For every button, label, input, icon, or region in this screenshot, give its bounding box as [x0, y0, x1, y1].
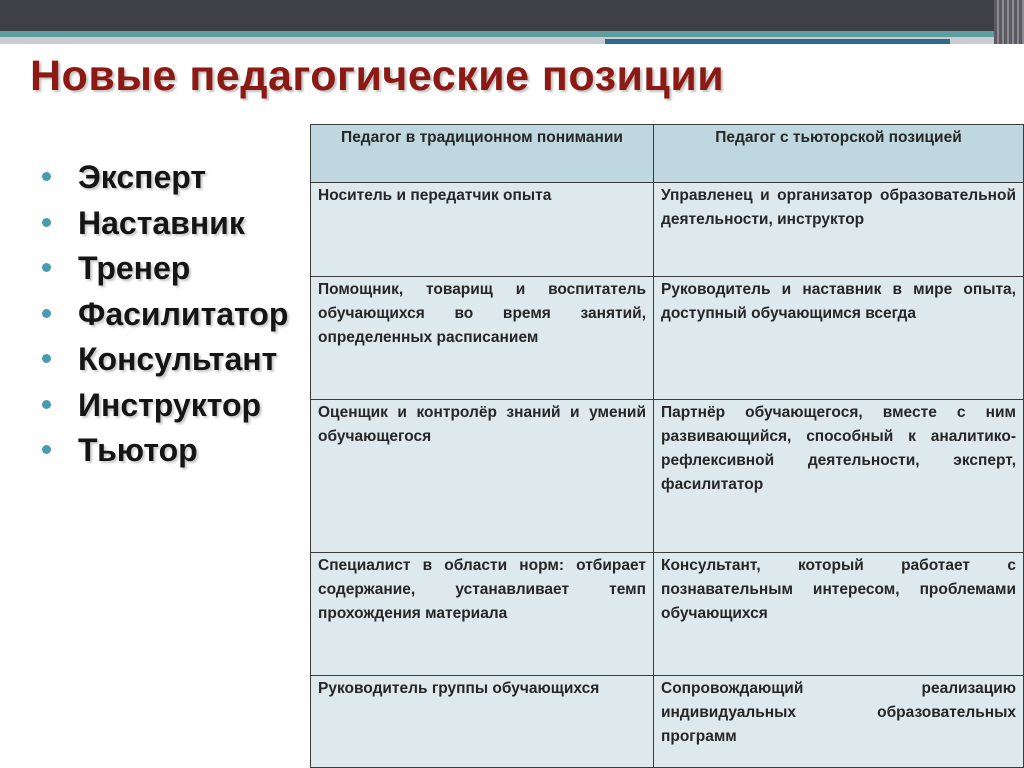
bullet-dot-icon [42, 309, 51, 318]
role-item [42, 429, 288, 475]
role-label: Эксперт [78, 159, 207, 195]
top-decorative-bar [0, 0, 1024, 44]
role-label: Консультант [78, 341, 278, 377]
cell-tutor: Партнёр обучающегося, вместе с ним развивающийся, способный к аналитико-рефлексивной деятельности, эксперт, фасилитатор [654, 400, 1024, 553]
cell-tutor: Сопровождающий реализацию индивидуальных образовательных программ [654, 676, 1024, 768]
table-row [311, 400, 1024, 553]
cell-traditional: Помощник, товарищ и воспитатель обучающихся во время занятий, определенных расписанием [311, 277, 654, 400]
bullet-dot-icon [42, 400, 51, 409]
role-item [42, 202, 288, 248]
bullet-dot-icon [42, 218, 51, 227]
role-label: Фасилитатор [78, 295, 289, 332]
role-item [42, 338, 288, 384]
role-label: Тьютор [78, 432, 198, 468]
cell-traditional: Руководитель группы обучающихся [311, 676, 654, 768]
bullet-dot-icon [42, 263, 51, 272]
cell-traditional: Специалист в области норм: отбирает содержание, устанавливает темп прохождения материала [311, 553, 654, 676]
cell-tutor: Консультант, который работает с познавательным интересом, проблемами обучающихся [654, 553, 1024, 676]
top-bar-accent-line [605, 39, 950, 44]
table-row [311, 277, 1024, 400]
table-row [311, 676, 1024, 768]
header-traditional: Педагог в традиционном понимании [311, 125, 654, 183]
cell-tutor: Руководитель и наставник в мире опыта, доступный обучающимся всегда [654, 277, 1024, 400]
table-row [311, 553, 1024, 676]
bullet-dot-icon [42, 354, 51, 363]
role-label: Тренер [78, 250, 191, 286]
top-bar-stripes [994, 0, 1024, 44]
cell-traditional: Оценщик и контролёр знаний и умений обучающегося [311, 400, 654, 553]
bullet-dot-icon [42, 445, 51, 454]
role-label: Инструктор [78, 386, 262, 423]
role-item [42, 293, 288, 339]
bullet-dot-icon [42, 172, 51, 181]
cell-tutor: Управленец и организатор образовательной деятельности, инструктор [654, 183, 1024, 277]
role-item [42, 247, 288, 293]
role-item [42, 384, 288, 430]
table-row [311, 183, 1024, 277]
table-header-row [311, 125, 1024, 183]
roles-list [42, 156, 288, 475]
role-label: Наставник [78, 204, 245, 241]
comparison-table [310, 124, 1024, 768]
slide-title: Новые педагогические позиции [30, 52, 725, 100]
top-bar-dark-band [0, 0, 1024, 31]
cell-traditional: Носитель и передатчик опыта [311, 183, 654, 277]
header-tutor: Педагог с тьюторской позицией [654, 125, 1024, 183]
role-item [42, 156, 288, 202]
